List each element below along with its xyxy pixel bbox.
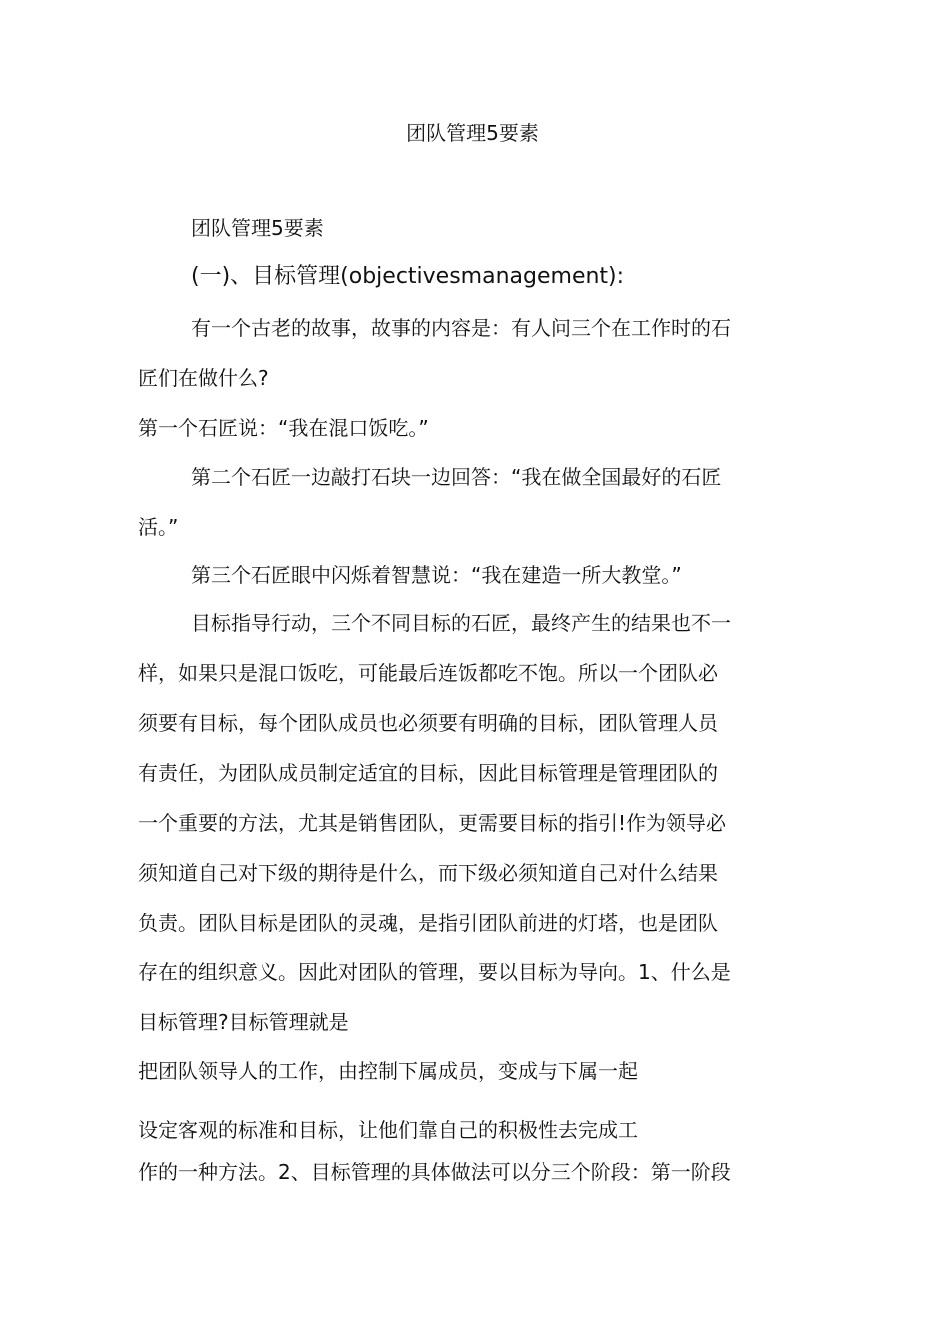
paragraph-line: 匠们在做什么?	[138, 366, 269, 390]
paragraph-line: 把团队领导人的工作，由控制下属成员，变成与下属一起	[138, 1059, 638, 1083]
paragraph-line: 须要有目标，每个团队成员也必须要有明确的目标，团队管理人员	[138, 711, 718, 735]
paragraph-line: 样，如果只是混口饭吃，可能最后连饭都吃不饱。所以一个团队必	[138, 661, 718, 685]
paragraph-line: 第二个石匠一边敲打石块一边回答：“我在做全国最好的石匠	[191, 465, 722, 489]
paragraph-line: 一个重要的方法，尤其是销售团队，更需要目标的指引!作为领导必	[138, 811, 727, 835]
paragraph-line: 设定客观的标准和目标，让他们靠自己的积极性去完成工	[138, 1118, 638, 1142]
paragraph-line: 目标管理?目标管理就是	[138, 1010, 349, 1034]
paragraph-line: 有责任，为团队成员制定适宜的目标，因此目标管理是管理团队的	[138, 761, 718, 785]
paragraph-line: 第三个石匠眼中闪烁着智慧说：“我在建造一所大教堂。”	[191, 563, 682, 587]
paragraph-line: 作的一种方法。2、目标管理的具体做法可以分三个阶段：第一阶段	[138, 1160, 731, 1184]
paragraph-line: 有一个古老的故事，故事的内容是：有人问三个在工作时的石	[191, 316, 731, 340]
paragraph-line: 负责。团队目标是团队的灵魂，是指引团队前进的灯塔，也是团队	[138, 911, 718, 935]
paragraph-line: 须知道自己对下级的期待是什么，而下级必须知道自己对什么结果	[138, 861, 718, 885]
document-title: 团队管理5要素	[406, 121, 539, 145]
paragraph-line: 第一个石匠说：“我在混口饭吃。”	[138, 416, 429, 440]
section-heading: 团队管理5要素	[191, 216, 324, 240]
paragraph-line: 目标指导行动，三个不同目标的石匠，最终产生的结果也不一	[191, 611, 731, 635]
paragraph-line: 存在的组织意义。因此对团队的管理，要以目标为导向。1、什么是	[138, 960, 731, 984]
subsection-heading: (一)、目标管理(objectivesmanagement):	[191, 264, 625, 289]
paragraph-line: 活。”	[138, 515, 179, 539]
